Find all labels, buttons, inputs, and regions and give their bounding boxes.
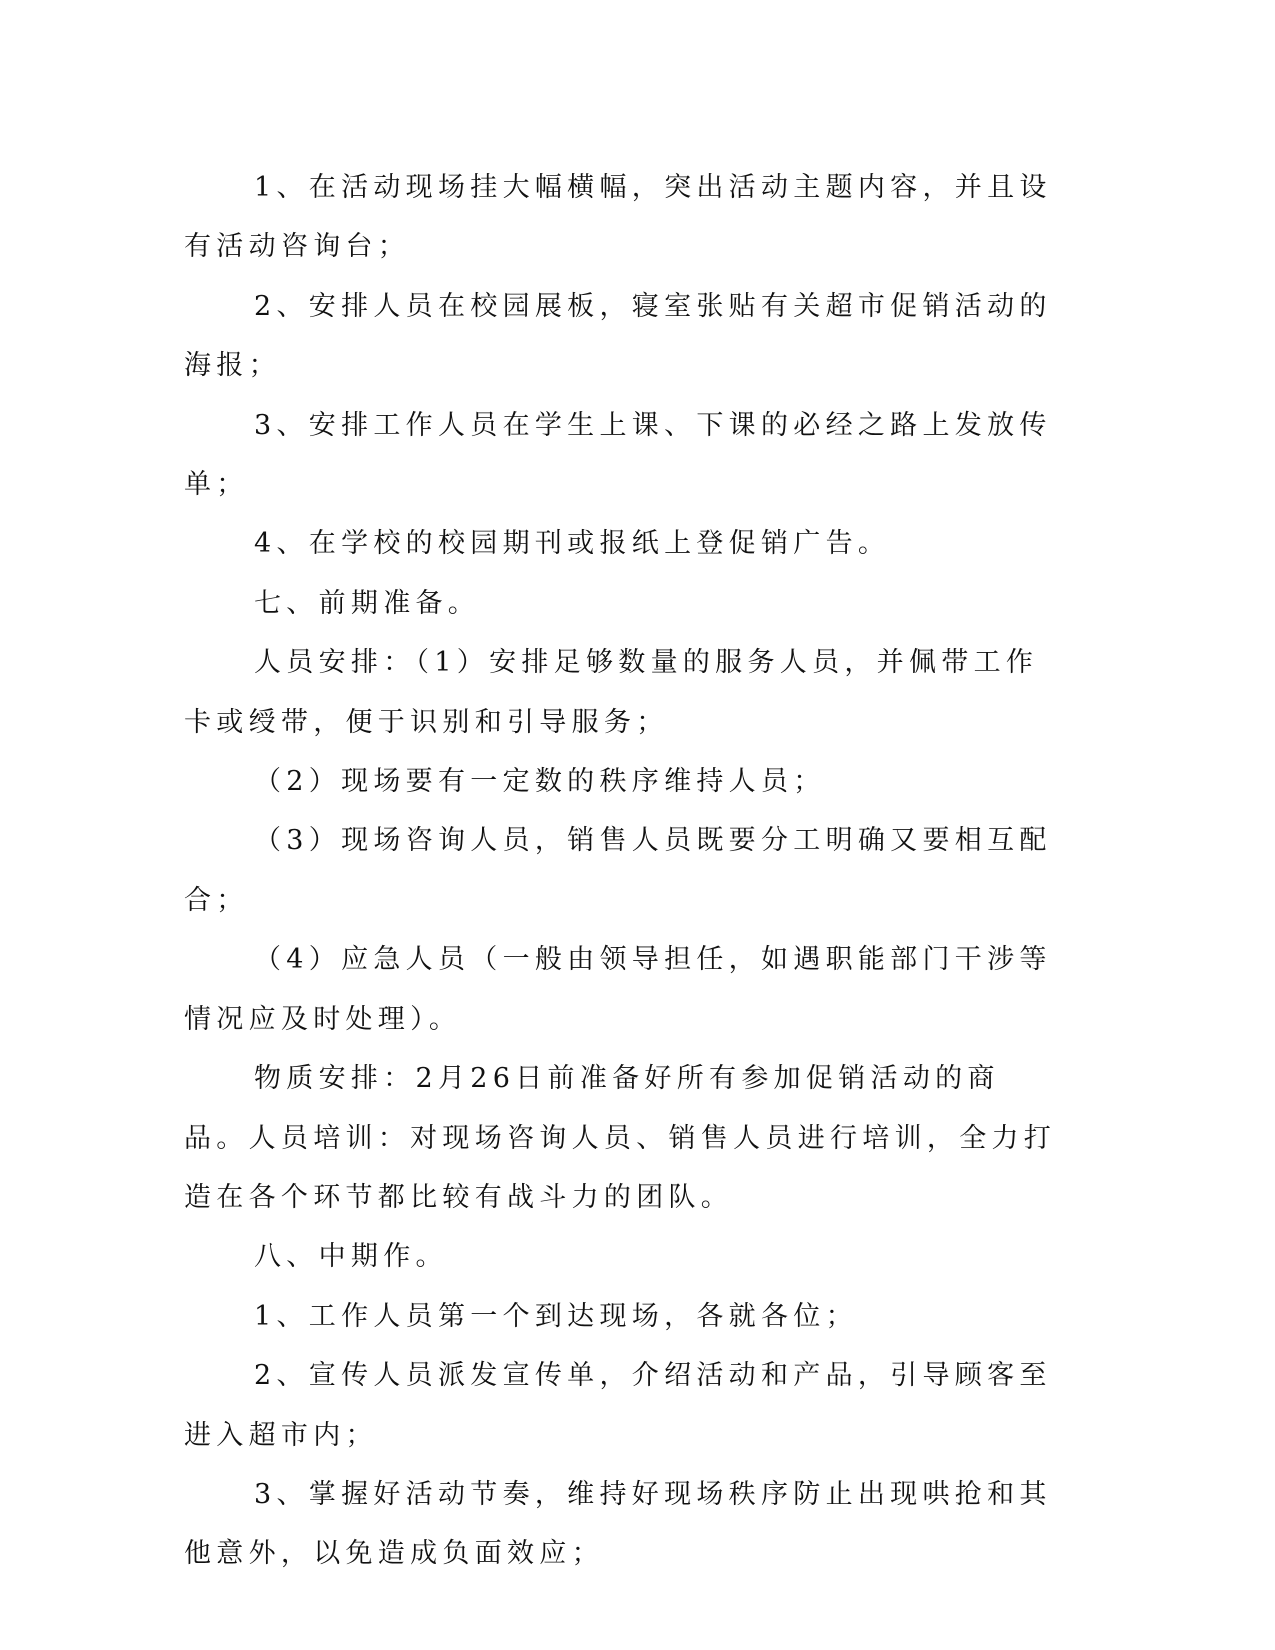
document-body — [184, 158, 1064, 1584]
paragraph-staff-order: （2）现场要有一定数的秩序维持人员； — [254, 766, 826, 798]
paragraph-midterm-1: 1、工作人员第一个到达现场，各就各位； — [254, 1300, 858, 1332]
section-heading-preparation: 七、前期准备。 — [254, 587, 481, 619]
paragraph-staff-consulting: （3）现场咨询人员，销售人员既要分工明确又要相互配合； — [184, 825, 1052, 916]
paragraph-staff-arrangement: 人员安排：（1）安排足够数量的服务人员，并佩带工作卡或绶带，便于识别和引导服务； — [184, 647, 1039, 738]
paragraph-staff-emergency: （4）应急人员（一般由领导担任，如遇职能部门干涉等情况应及时处理）。 — [184, 944, 1052, 1035]
section-heading-midterm: 八、中期作。 — [254, 1241, 448, 1273]
paragraph-midterm-3: 3、掌握好活动节奏，维持好现场秩序防止出现哄抢和其他意外，以免造成负面效应； — [184, 1478, 1052, 1570]
paragraph-midterm-2: 2、宣传人员派发宣传单，介绍活动和产品，引导顾客至进入超市内； — [184, 1360, 1052, 1451]
paragraph-item-2: 2、安排人员在校园展板，寝室张贴有关超市促销活动的海报； — [184, 290, 1052, 382]
paragraph-material-training: 物质安排：2月26日前准备好所有参加促销活动的商品。人员培训：对现场咨询人员、销售人员进行培训，全力打造在各个环节都比较有战斗力的团队。 — [184, 1063, 1057, 1213]
paragraph-item-3: 3、安排工作人员在学生上课、下课的必经之路上发放传单； — [184, 409, 1052, 501]
paragraph-item-4: 4、在学校的校园期刊或报纸上登促销广告。 — [254, 528, 891, 560]
paragraph-item-1: 1、在活动现场挂大幅横幅，突出活动主题内容，并且设有活动咨询台； — [184, 172, 1052, 263]
